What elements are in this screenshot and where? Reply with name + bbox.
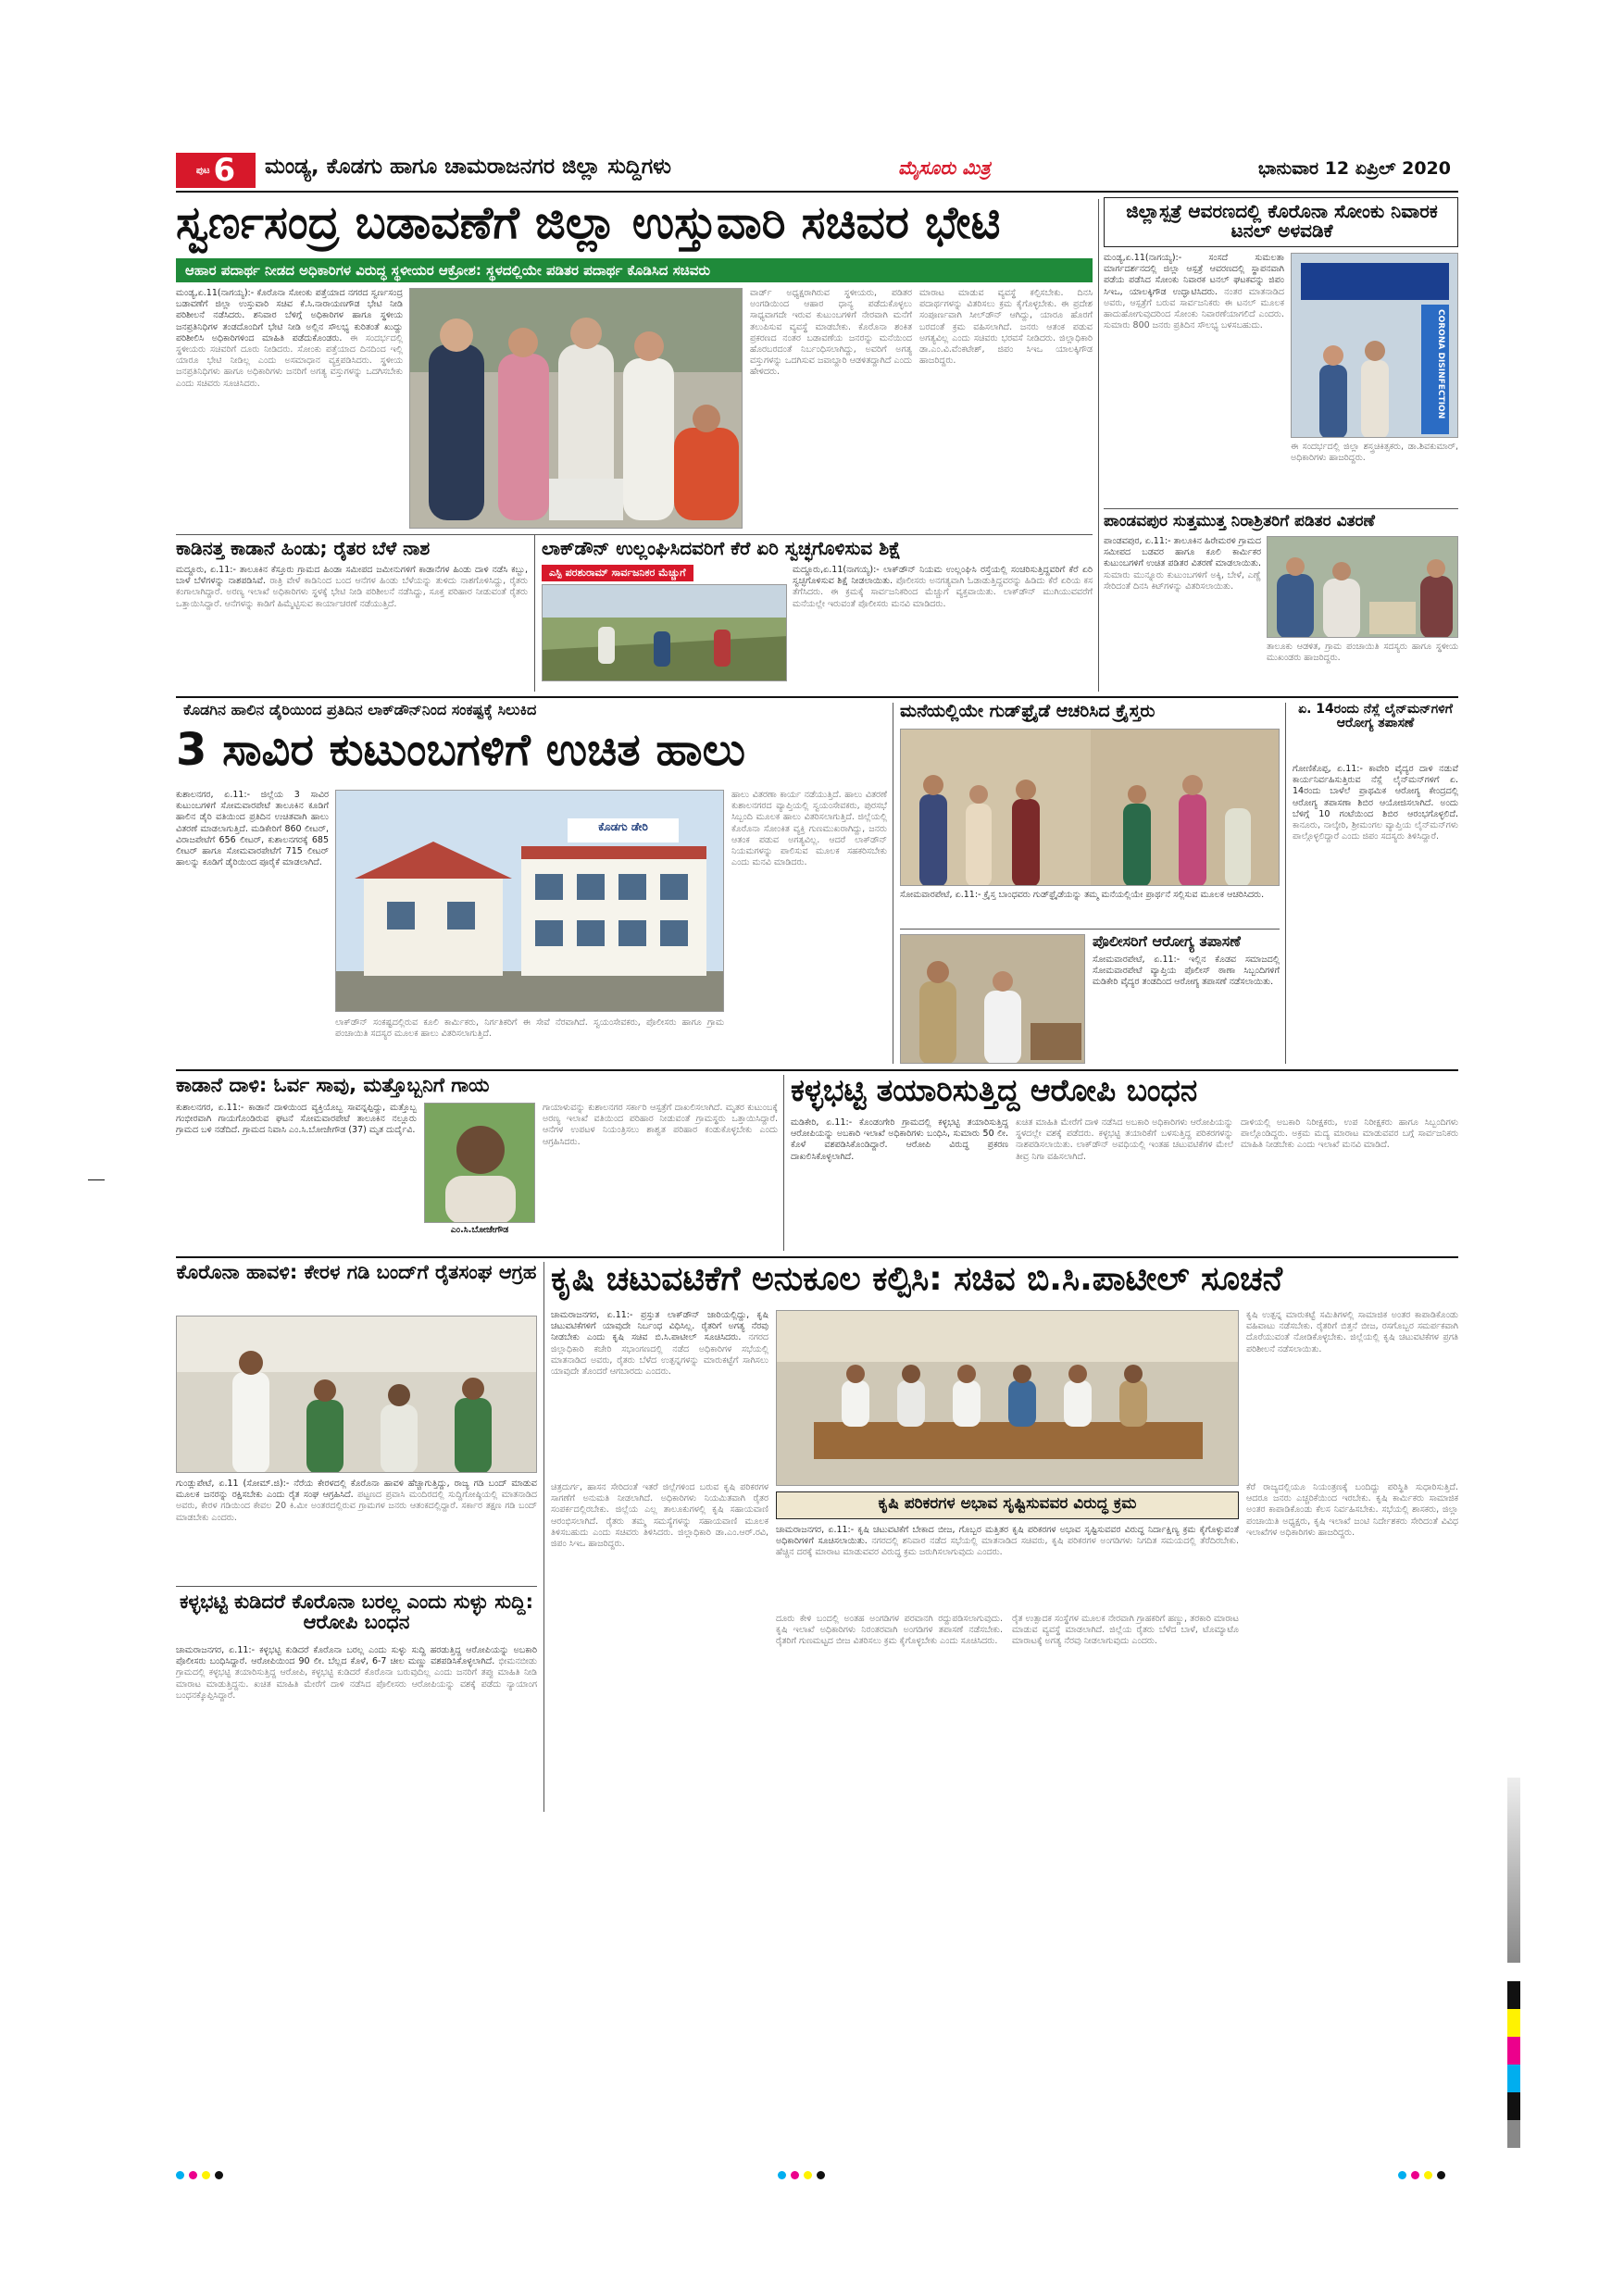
story10-filler: ಗಾಯಾಳುವನ್ನು ಕುಶಾಲನಗರ ಸರ್ಕಾರಿ ಆಸ್ಪತ್ರೆಗೆ ದಾಖಲಿಸಲಾಗಿದೆ. ಮೃತರ ಕುಟುಂಬಕ್ಕೆ ಅರಣ್ಯ ಇಲಾಖೆ ವತಿಯಿಂದ ಪರಿಹಾರ ನೀಡುವಂತೆ ಗ್ರಾಮಸ್ಥರು ಒತ್ತಾಯಿಸಿದ್ದಾರೆ. ಆನೆಗಳ ಉಪಟಳ ನಿಯಂತ್ರಿಸಲು ಶಾಶ್ವತ ಪರಿಹಾರ ಕಂಡುಕೊಳ್ಳಬೇಕು ಎಂದು ಆಗ್ರಹಿಸಿದರು. xyxy=(543,1103,778,1147)
story14-filler-2: ಕೃಷಿ ಉತ್ಪನ್ನ ಮಾರುಕಟ್ಟೆ ಸಮಿತಿಗಳಲ್ಲಿ ಸಾಮಾಜಿಕ ಅಂತರ ಕಾಪಾಡಿಕೊಂಡು ವಹಿವಾಟು ನಡೆಸಬೇಕು. ರೈತರಿಗೆ ಬಿತ್ತನೆ ಬೀಜ, ರಸಗೊಬ್ಬರ ಸಮರ್ಪಕವಾಗಿ ದೊರೆಯುವಂತೆ ನೋಡಿಕೊಳ್ಳಬೇಕು. ಜಿಲ್ಲೆಯಲ್ಲಿ ಕೃಷಿ ಚಟುವಟಿಕೆಗಳ ಪ್ರಗತಿ ಪರಿಶೀಲನೆ ನಡೆಸಲಾಯಿತು. xyxy=(1246,1310,1458,1354)
story13-filler: ಭೀಮನಬೀಡು ಗ್ರಾಮದಲ್ಲಿ ಕಳ್ಳಭಟ್ಟಿ ತಯಾರಿಸುತ್ತಿದ್ದ ಆರೋಪಿ, ಕಳ್ಳಭಟ್ಟಿ ಕುಡಿದರೆ ಕೊರೊನಾ ಬರುವುದಿಲ್ಲ ಎಂದು ಜನರಿಗೆ ತಪ್ಪು ಮಾಹಿತಿ ನೀಡಿ ಮಾರಾಟ ಮಾಡುತ್ತಿದ್ದನು. ಖಚಿತ ಮಾಹಿತಿ ಮೇರೆಗೆ ದಾಳಿ ನಡೆಸಿದ ಪೊಲೀಸರು ಆರೋಪಿಯನ್ನು ವಶಕ್ಕೆ ಪಡೆದು ನ್ಯಾಯಾಂಗ ಬಂಧನಕ್ಕೊಪ್ಪಿಸಿದ್ದಾರೆ. xyxy=(176,1656,537,1701)
story12-headline: ಕೊರೊನಾ ಹಾವಳಿ: ಕೇರಳ ಗಡಿ ಬಂದ್‌ಗೆ ರೈತಸಂಘ ಆಗ್ರಹ xyxy=(176,1261,537,1283)
story5-body xyxy=(793,565,1093,692)
story9-body xyxy=(1093,955,1280,1064)
ration-distribution-illustration xyxy=(1268,537,1458,638)
story11-body-3 xyxy=(1241,1117,1458,1251)
story10-headline: ಕಾಡಾನೆ ದಾಳಿ: ಓರ್ವ ಸಾವು, ಮತ್ತೊಬ್ಬನಿಗೆ ಗಾಯ xyxy=(176,1074,490,1096)
story12-body xyxy=(176,1479,537,1580)
column-rule xyxy=(543,1262,544,1812)
story7-headline: ಮನೆಯಲ್ಲಿಯೇ ಗುಡ್‌ಫ್ರೈಡೆ ಆಚರಿಸಿದ ಕ್ರೈಸ್ತರು xyxy=(900,701,1156,721)
page-label: ಪುಟ xyxy=(195,165,210,176)
newspaper-logo: ಮೈಸೂರು ಮಿತ್ರ xyxy=(898,156,991,179)
story10-photo xyxy=(424,1103,535,1223)
divider xyxy=(900,929,1280,930)
story3-body-2 xyxy=(1267,642,1458,692)
newspaper-page xyxy=(176,153,1458,2282)
story3-headline: ಪಾಂಡವಪುರ ಸುತ್ತಮುತ್ತ ನಿರಾಶ್ರಿತರಿಗೆ ಪಡಿತರ ವಿತರಣೆ xyxy=(1104,512,1375,530)
story15-body-2 xyxy=(776,1614,1003,1812)
story7-photo xyxy=(900,729,1280,886)
column-rule xyxy=(1285,703,1286,1064)
story3-lede: ಪಾಂಡವಪುರ, ಏ.11:- ತಾಲೂಕಿನ ಹಿರೇಮರಳಿ ಗ್ರಾಮದ ಸಮೀಪದ ಬಡವರ ಹಾಗೂ ಕೂಲಿ ಕಾರ್ಮಿಕರ ಕುಟುಂಬಗಳಿಗೆ ಉಚಿತ ಪಡಿತರ ವಿತರಣೆ ಮಾಡಲಾಯಿತು. xyxy=(1104,536,1261,569)
story3-filler: ಸುಮಾರು ಮುನ್ನೂರು ಕುಟುಂಬಗಳಿಗೆ ಅಕ್ಕಿ, ಬೇಳೆ, ಎಣ್ಣೆ ಸೇರಿದಂತೆ ದಿನಸಿ ಕಿಟ್‌ಗಳನ್ನು ವಿತರಿಸಲಾಯಿತು. xyxy=(1104,569,1261,592)
story15-filler-2: ದೂರು ಕೇಳಿ ಬಂದಲ್ಲಿ ಅಂತಹ ಅಂಗಡಿಗಳ ಪರವಾನಗಿ ರದ್ದುಪಡಿಸಲಾಗುವುದು. ಕೃಷಿ ಇಲಾಖೆ ಅಧಿಕಾರಿಗಳು ನಿರಂತರವಾಗಿ ಅಂಗಡಿಗಳ ತಪಾಸಣೆ ನಡೆಸಬೇಕು. ರೈತರಿಗೆ ಗುಣಮಟ್ಟದ ಬೀಜ ವಿತರಿಸಲು ಕ್ರಮ ಕೈಗೊಳ್ಳಬೇಕು ಎಂದು ಸೂಚಿಸಿದರು. xyxy=(776,1614,1003,1647)
story4-body xyxy=(176,565,528,692)
story6-lede: ಕುಶಾಲನಗರ, ಏ.11:- ಜಿಲ್ಲೆಯ 3 ಸಾವಿರ ಕುಟುಂಬಗಳಿಗೆ ಸೋಮವಾರಪೇಟೆ ತಾಲೂಕಿನ ಕೂಡಿಗೆ ಹಾಲಿನ ಡೈರಿ ವತಿಯಿಂದ ಪ್ರತಿದಿನ ಉಚಿತವಾಗಿ ಹಾಲು ವಿತರಣೆ ಮಾಡಲಾಗುತ್ತಿದೆ. ಮಡಿಕೇರಿಗೆ 860 ಲೀಟರ್, ವಿರಾಜಪೇಟೆಗೆ 656 ಲೀಟರ್, ಕುಶಾಲನಗರಕ್ಕೆ 685 ಲೀಟರ್ ಹಾಗೂ ಸೋಮವಾರಪೇಟೆಗೆ 715 ಲೀಟರ್ ಹಾಲನ್ನು ಕೂಡಿಗೆ ಡೈರಿಯಿಂದ ಪೂರೈಕೆ ಮಾಡಲಾಗಿದೆ. xyxy=(176,790,329,868)
story1-photo xyxy=(409,288,743,529)
story10-body-2 xyxy=(543,1103,778,1251)
section-title: ಮಂಡ್ಯ, ಕೊಡಗು ಹಾಗೂ ಚಾಮರಾಜನಗರ ಜಿಲ್ಲಾ ಸುದ್ದಿಗಳು xyxy=(265,155,671,179)
story2-headline: ಜಿಲ್ಲಾಸ್ಪತ್ರೆ ಆವರಣದಲ್ಲಿ ಕೊರೊನಾ ಸೋಂಕು ನಿವಾರಕ ಟನಲ್ ಅಳವಡಿಕೆ xyxy=(1126,200,1438,242)
gray-calibration-strip xyxy=(1507,1778,1520,1963)
story4-filler: ರಾತ್ರಿ ವೇಳೆ ಕಾಡಿನಿಂದ ಬಂದ ಆನೆಗಳ ಹಿಂಡು ಬೆಳೆಯನ್ನು ತುಳಿದು ನಾಶಗೊಳಿಸಿದ್ದು, ರೈತರು ಕಂಗಾಲಾಗಿದ್ದಾರೆ. ಅರಣ್ಯ ಇಲಾಖೆ ಅಧಿಕಾರಿಗಳು ಸ್ಥಳಕ್ಕೆ ಭೇಟಿ ನೀಡಿ ಪರಿಶೀಲನೆ ನಡೆಸಿದ್ದು, ಸೂಕ್ತ ಪರಿಹಾರ ನೀಡುವಂತೆ ರೈತರು ಒತ್ತಾಯಿಸಿದ್ದಾರೆ. ಆನೆಗಳನ್ನು ಕಾಡಿಗೆ ಹಿಮ್ಮೆಟ್ಟಿಸುವ ಕಾರ್ಯಾಚರಣೆ ನಡೆಯುತ್ತಿದೆ. xyxy=(176,576,528,609)
story11-filler-2: ದಾಳಿಯಲ್ಲಿ ಅಬಕಾರಿ ನಿರೀಕ್ಷಕರು, ಉಪ ನಿರೀಕ್ಷಕರು ಹಾಗೂ ಸಿಬ್ಬಂದಿಗಳು ಪಾಲ್ಗೊಂಡಿದ್ದರು. ಅಕ್ರಮ ಮದ್ಯ ಮಾರಾಟ ಮಾಡುವವರ ಬಗ್ಗೆ ಸಾರ್ವಜನಿಕರು ಮಾಹಿತಿ ನೀಡಬೇಕು ಎಂದು ಇಲಾಖೆ ಮನವಿ ಮಾಡಿದೆ. xyxy=(1241,1117,1458,1151)
story7-caption xyxy=(900,890,1280,925)
story15-filler: ನಗರದಲ್ಲಿ ಶನಿವಾರ ನಡೆದ ಸಭೆಯಲ್ಲಿ ಮಾತನಾಡಿದ ಸಚಿವರು, ಕೃಷಿ ಪರಿಕರಗಳ ಅಂಗಡಿಗಳು ನಿಗದಿತ ಸಮಯದಲ್ಲಿ ತೆರೆದಿರಬೇಕು. ಹೆಚ್ಚಿನ ದರಕ್ಕೆ ಮಾರಾಟ ಮಾಡುವವರ ವಿರುದ್ಧ ಕ್ರಮ ಜರುಗಿಸಲಾಗುವುದು ಎಂದರು. xyxy=(776,1536,1239,1558)
story10-body xyxy=(176,1103,417,1251)
story11-body-2 xyxy=(1016,1117,1233,1251)
tunnel-banner-text: CORONA DISINFECTION xyxy=(1436,309,1445,419)
story11-lede: ಮಡಿಕೇರಿ, ಏ.11:- ಕೊಂಡಂಗೇರಿ ಗ್ರಾಮದಲ್ಲಿ ಕಳ್ಳಭಟ್ಟಿ ತಯಾರಿಸುತ್ತಿದ್ದ ಆರೋಪಿಯನ್ನು ಅಬಕಾರಿ ಇಲಾಖೆ ಅಧಿಕಾರಿಗಳು ಬಂಧಿಸಿ, ಸುಮಾರು 50 ಲೀ. ಕೊಳೆ ವಶಪಡಿಸಿಕೊಂಡಿದ್ದಾರೆ. ಆರೋಪಿ ವಿರುದ್ಧ ಪ್ರಕರಣ ದಾಖಲಿಸಿಕೊಳ್ಳಲಾಗಿದೆ. xyxy=(791,1117,1008,1162)
divider xyxy=(1104,508,1458,509)
story6-body xyxy=(176,790,329,1040)
story1-headline: ಸ್ವರ್ಣಸಂದ್ರ ಬಡಾವಣೆಗೆ ಜಿಲ್ಲಾ ಉಸ್ತುವಾರಿ ಸಚಿವರ ಭೇಟಿ xyxy=(176,196,1001,249)
story5-filler: ಪೊಲೀಸರು ಅನಗತ್ಯವಾಗಿ ಓಡಾಡುತ್ತಿದ್ದವರನ್ನು ಹಿಡಿದು ಕೆರೆ ಏರಿಯ ಕಸ ತೆಗೆಸಿದರು. ಈ ಕ್ರಮಕ್ಕೆ ಸಾರ್ವಜನಿಕರಿಂದ ಮೆಚ್ಚುಗೆ ವ್ಯಕ್ತವಾಯಿತು. ಲಾಕ್‌ಡೌನ್ ಮುಗಿಯುವವರೆಗೆ ಮನೆಯಲ್ಲೇ ಇರುವಂತೆ ಪೊಲೀಸರು ಮನವಿ ಮಾಡಿದರು. xyxy=(793,576,1093,609)
story14-body xyxy=(551,1310,768,1477)
margin-tick xyxy=(88,1179,105,1180)
police-checkup-illustration xyxy=(901,935,1085,1064)
lake-cleaning-illustration xyxy=(543,585,787,681)
story15-filler-3: ರೈತ ಉತ್ಪಾದಕ ಸಂಸ್ಥೆಗಳ ಮೂಲಕ ನೇರವಾಗಿ ಗ್ರಾಹಕರಿಗೆ ಹಣ್ಣು, ತರಕಾರಿ ಮಾರಾಟ ಮಾಡುವ ವ್ಯವಸ್ಥೆ ಮಾಡಲಾಗಿದೆ. ಜಿಲ್ಲೆಯ ರೈತರು ಬೆಳೆದ ಬಾಳೆ, ಟೊಮ್ಯಾಟೊ ಮಾರಾಟಕ್ಕೆ ಅಗತ್ಯ ನೆರವು ನೀಡಲಾಗುವುದು ಎಂದರು. xyxy=(1012,1614,1239,1647)
story14-filler-4: ಕೆರೆ ರಾಜ್ಯದಲ್ಲಿಯೂ ನಿಯಂತ್ರಣಕ್ಕೆ ಬಂದಿದ್ದು ಪರಿಸ್ಥಿತಿ ಸುಧಾರಿಸುತ್ತಿದೆ. ಆದರೂ ಜನರು ಎಚ್ಚರಿಕೆಯಿಂದ ಇರಬೇಕು. ಕೃಷಿ ಕಾರ್ಮಿಕರು ಸಾಮಾಜಿಕ ಅಂತರ ಕಾಪಾಡಿಕೊಂಡು ಕೆಲಸ ನಿರ್ವಹಿಸಬೇಕು. ಸಭೆಯಲ್ಲಿ ಶಾಸಕರು, ಜಿಲ್ಲಾ ಪಂಚಾಯಿತಿ ಅಧ್ಯಕ್ಷರು, ಕೃಷಿ ಇಲಾಖೆ ಜಂಟಿ ನಿರ್ದೇಶಕರು ಸೇರಿದಂತೆ ವಿವಿಧ ಇಲಾಖೆಗಳ ಅಧಿಕಾರಿಗಳು ಹಾಜರಿದ್ದರು. xyxy=(1246,1482,1458,1538)
story2-lede: ಮಂಡ್ಯ,ಏ.11(ನಾಗಯ್ಯ):- ಸಂಸದೆ ಸುಮಲತಾ ಮಾರ್ಗದರ್ಶನದಲ್ಲಿ ಜಿಲ್ಲಾ ಆಸ್ಪತ್ರೆ ಆವರಣದಲ್ಲಿ ಸ್ಥಾಪನವಾಗಿ ಪಡೆಯ ಪಡೆಸಿದ ಸೋಂಕು ನಿವಾರಕ ಟನಲ್ ಘಟಕವನ್ನು ಜಿಪಂ ಸಿಇಒ, ಯಾಲಕ್ಕಿಗೌಡ ಉದ್ಘಾಟಿಸಿದರು. xyxy=(1104,253,1284,297)
story13-body xyxy=(176,1645,537,1812)
story1-filler-2: ವಾರ್ಡ್ ಅಧ್ಯಕ್ಷರಾಗಿರುವ ಸ್ಥಳೀಯರು, ಪಡಿತರ ಅಂಗಡಿಯಿಂದ ಆಹಾರ ಧಾನ್ಯ ಪಡೆದುಕೊಳ್ಳಲು ಸಾಧ್ಯವಾಗದೇ ಇರುವ ಕುಟುಂಬಗಳಿಗೆ ನೇರವಾಗಿ ಮನೆಗೆ ತಲುಪಿಸುವ ವ್ಯವಸ್ಥೆ ಮಾಡಬೇಕು. ಕೊರೊನಾ ಶಂಕಿತ ಪ್ರಕರಣದ ನಂತರ ಬಡಾವಣೆಯ ಜನರನ್ನು ಮನೆಯಿಂದ ಹೊರಬರದಂತೆ ನಿರ್ಬಂಧಿಸಲಾಗಿದ್ದು, ಅವರಿಗೆ ಅಗತ್ಯ ವಸ್ತುಗಳನ್ನು ಒದಗಿಸುವ ಜವಾಬ್ದಾರಿ ಆಡಳಿತದ್ದಾಗಿದೆ ಎಂದು ಹೇಳಿದರು. xyxy=(750,288,912,378)
story2-body-2 xyxy=(1291,442,1458,503)
section-rule xyxy=(176,1069,1458,1071)
story6-filler-2: ಹಾಲು ವಿತರಣಾ ಕಾರ್ಯ ನಡೆಯುತ್ತಿದೆ. ಹಾಲು ವಿತರಣೆ ಕುಶಾಲನಗರದ ವ್ಯಾಪ್ತಿಯಲ್ಲಿ ಸ್ವಯಂಸೇವಕರು, ಪುರಸಭೆ ಸಿಬ್ಬಂದಿ ಮೂಲಕ ಹಾಲು ವಿತರಿಸಲಾಗುತ್ತಿದೆ. ಜಿಲ್ಲೆಯಲ್ಲಿ ಕೊರೊನಾ ಸೋಂಕಿತ ವ್ಯಕ್ತಿ ಗುಣಮುಖರಾಗಿದ್ದು, ಜನರು ಆತಂಕ ಪಡುವ ಅಗತ್ಯವಿಲ್ಲ. ಆದರೆ ಲಾಕ್‌ಡೌನ್ ನಿಯಮಗಳನ್ನು ಪಾಲಿಸುವ ಮೂಲಕ ಸಹಕರಿಸಬೇಕು ಎಂದು ಮನವಿ ಮಾಡಿದರು. xyxy=(731,790,887,868)
story15-body xyxy=(776,1525,1239,1608)
issue-date: ಭಾನುವಾರ 12 ಏಪ್ರಿಲ್ 2020 xyxy=(1257,158,1451,179)
page-number-box xyxy=(176,153,256,188)
story4-lede: ಮದ್ದೂರು, ಏ.11:- ತಾಲೂಕಿನ ಕೆಸ್ತೂರು ಗ್ರಾಮದ ಹಿಂಡಾ ಸಮೀಪದ ಜಮೀನುಗಳಿಗೆ ಕಾಡಾನೆಗಳ ಹಿಂಡು ದಾಳಿ ನಡೆಸಿ ಕಬ್ಬು, ಬಾಳೆ ಬೆಳೆಗಳನ್ನು ನಾಶಪಡಿಸಿವೆ. xyxy=(176,565,528,587)
story1-body-col4 xyxy=(919,288,1093,529)
section-rule xyxy=(176,1256,1458,1258)
story14-photo xyxy=(776,1310,1239,1486)
story12-lede: ಗುಂಡ್ಲುಪೇಟೆ, ಏ.11 (ಸೋಮ್.ಜಿ):- ನೆರೆಯ ಕೇರಳದಲ್ಲಿ ಕೊರೊನಾ ಹಾವಳಿ ಹೆಚ್ಚಾಗುತ್ತಿದ್ದು, ರಾಜ್ಯ ಗಡಿ ಬಂದ್ ಮಾಡುವ ಮೂಲಕ ಜನರನ್ನು ರಕ್ಷಿಸಬೇಕು ಎಂದು ರೈತ ಸಂಘ ಆಗ್ರಹಿಸಿದೆ. xyxy=(176,1479,537,1501)
story14-body-2 xyxy=(1246,1310,1458,1477)
story10-lede: ಕುಶಾಲನಗರ, ಏ.11:- ಕಾಡಾನೆ ದಾಳಿಯಿಂದ ವ್ಯಕ್ತಿಯೊಬ್ಬ ಸಾವನ್ನಪ್ಪಿದ್ದು, ಮತ್ತೊಬ್ಬ ಗಂಭೀರವಾಗಿ ಗಾಯಗೊಂಡಿರುವ ಘಟನೆ ಸೋಮವಾರಪೇಟೆ ತಾಲೂಕಿನ ನಲ್ಲೂರು ಗ್ರಾಮದ ಬಳಿ ನಡೆದಿದೆ. ಗ್ರಾಮದ ನಿವಾಸಿ ಎಂ.ಸಿ.ಬೋಜೇಗೌಡ (37) ಮೃತ ದುರ್ದೈವಿ. xyxy=(176,1103,417,1136)
story14-body-3 xyxy=(551,1482,768,1812)
story13-headline: ಕಳ್ಳಭಟ್ಟಿ ಕುಡಿದರೆ ಕೊರೊನಾ ಬರಲ್ಲ ಎಂದು ಸುಳ್ಳು ಸುದ್ದಿ: ಆರೋಪಿ ಬಂಧನ xyxy=(179,1591,533,1634)
story8-lede: ಗೋಣಿಕೊಪ್ಪ, ಏ.11:- ಕಾವೇರಿ ವೈದ್ಯರ ದಾಳಿ ನಡುವೆ ಕಾರ್ಯನಿರ್ವಹಿಸುತ್ತಿರುವ ನೆಸ್ಲೆ ಲೈನ್‌ಮನ್‌ಗಳಿಗೆ ಏ. 14ರಂದು ಬಾಳೆಲೆ ಪ್ರಾಥಮಿಕ ಆರೋಗ್ಯ ಕೇಂದ್ರದಲ್ಲಿ ಆರೋಗ್ಯ ತಪಾಸಣಾ ಶಿಬಿರ ಆಯೋಜಿಸಲಾಗಿದೆ. ಅಂದು ಬೆಳಿಗ್ಗೆ 10 ಗಂಟೆಯಿಂದ ಶಿಬಿರ ಆರಂಭಗೊಳ್ಳಲಿದೆ. xyxy=(1293,764,1458,819)
story14-filler-3: ಚಿತ್ರದುರ್ಗ, ಹಾಸನ ಸೇರಿದಂತೆ ಇತರೆ ಜಿಲ್ಲೆಗಳಿಂದ ಬರುವ ಕೃಷಿ ಪರಿಕರಗಳ ಸಾಗಣೆಗೆ ಅನುಮತಿ ನೀಡಲಾಗಿದೆ. ಅಧಿಕಾರಿಗಳು ನಿಯಮಿತವಾಗಿ ರೈತರ ಸಂಪರ್ಕದಲ್ಲಿರಬೇಕು. ಜಿಲ್ಲೆಯ ಎಲ್ಲ ತಾಲೂಕುಗಳಲ್ಲಿ ಕೃಷಿ ಸಹಾಯವಾಣಿ ಆರಂಭಿಸಲಾಗಿದೆ. ರೈತರು ತಮ್ಮ ಸಮಸ್ಯೆಗಳನ್ನು ಸಹಾಯವಾಣಿ ಮೂಲಕ ತಿಳಿಸಬಹುದು ಎಂದು ಸಚಿವರು ತಿಳಿಸಿದರು. ಜಿಲ್ಲಾಧಿಕಾರಿ ಡಾ.ಎಂ.ಆರ್.ರವಿ, ಜಿಪಂ ಸಿಇಒ ಹಾಜರಿದ್ದರು. xyxy=(551,1482,768,1550)
story9-photo xyxy=(900,934,1085,1064)
column-rule xyxy=(534,534,535,692)
page-number: 6 xyxy=(213,152,236,189)
story14-lede: ಚಾಮರಾಜನಗರ, ಏ.11:- ಪ್ರಸ್ತುತ ಲಾಕ್‌ಡೌನ್ ಜಾರಿಯಲ್ಲಿದ್ದು, ಕೃಷಿ ಚಟುವಟಿಕೆಗಳಿಗೆ ಯಾವುದೇ ನಿರ್ಬಂಧ ವಿಧಿಸಿಲ್ಲ. ರೈತರಿಗೆ ಅಗತ್ಯ ನೆರವು ನೀಡಬೇಕು ಎಂದು ಕೃಷಿ ಸಚಿವ ಬಿ.ಸಿ.ಪಾಟೀಲ್ ಸೂಚಿಸಿದರು. xyxy=(551,1310,768,1343)
story6-body-3 xyxy=(731,790,887,1064)
story14-headline: ಕೃಷಿ ಚಟುವಟಿಕೆಗೆ ಅನುಕೂಲ ಕಲ್ಪಿಸಿ: ಸಚಿವ ಬಿ.ಸಿ.ಪಾಟೀಲ್ ಸೂಚನೆ xyxy=(551,1260,1283,1298)
story8-headline: ಏ. 14ರಂದು ನೆಸ್ಲೆ ಲೈನ್‌ಮನ್‌ಗಳಿಗೆ ಆರೋಗ್ಯ ತಪಾಸಣೆ xyxy=(1298,702,1453,730)
story1-body-col3 xyxy=(750,288,912,529)
dairy-sign: ಕೊಡಗು ಡೇರಿ xyxy=(598,820,648,833)
divider xyxy=(176,1586,537,1587)
story1-lede: ಮಂಡ್ಯ,ಏ.11(ನಾಗಯ್ಯ):- ಕೊರೊನಾ ಸೋಂಕು ಪತ್ತೆಯಾದ ನಗರದ ಸ್ವರ್ಣಸಂದ್ರ ಬಡಾವಣೆಗೆ ಜಿಲ್ಲಾ ಉಸ್ತುವಾರಿ ಸಚಿವ ಕೆ.ಸಿ.ನಾರಾಯಣಗೌಡ ಭೇಟಿ ನೀಡಿ ಪರಿಶೀಲನೆ ನಡೆಸಿದರು. ಶನಿವಾರ ಬೆಳಿಗ್ಗೆ ಅಧಿಕಾರಿಗಳ ಹಾಗೂ ಸ್ಥಳೀಯ ಜನಪ್ರತಿನಿಧಿಗಳ ತಂಡದೊಂದಿಗೆ ಭೇಟಿ ನೀಡಿ ಅಲ್ಲಿನ ಸೌಲಭ್ಯ ಕುರಿತಂತೆ ಖುದ್ದು ಪರಿಶೀಲಿಸಿ ಅಧಿಕಾರಿಗಳಿಂದ ಮಾಹಿತಿ ಪಡೆದುಕೊಂಡರು. xyxy=(176,288,403,343)
registration-dots xyxy=(1398,2171,1445,2179)
story7-caption-text: ಸೋಮವಾರಪೇಟೆ, ಏ.11:- ಕ್ರೈಸ್ತ ಬಾಂಧವರು ಗುಡ್‌ಫ್ರೈಡೆಯನ್ನು ತಮ್ಮ ಮನೆಯಲ್ಲಿಯೇ ಪ್ರಾರ್ಥನೆ ಸಲ್ಲಿಸುವ ಮೂಲಕ ಆಚರಿಸಿದರು. xyxy=(900,890,1265,900)
story9-headline: ಪೊಲೀಸರಿಗೆ ಆರೋಗ್ಯ ತಪಾಸಣೆ xyxy=(1093,932,1241,950)
story12-photo xyxy=(176,1316,537,1473)
story3-body xyxy=(1104,536,1261,692)
column-rule xyxy=(1098,199,1099,692)
story5-lede: ಮದ್ದೂರು,ಏ.11(ನಾಗಯ್ಯ):- ಲಾಕ್‌ಡೌನ್ ನಿಯಮ ಉಲ್ಲಂಘಿಸಿ ರಸ್ತೆಯಲ್ಲಿ ಸಂಚರಿಸುತ್ತಿದ್ದವರಿಗೆ ಕೆರೆ ಏರಿ ಸ್ವಚ್ಛಗೊಳಿಸುವ ಶಿಕ್ಷೆ ನೀಡಲಾಯಿತು. xyxy=(793,565,1093,587)
good-friday-illustration xyxy=(901,730,1280,886)
masthead-rule xyxy=(176,191,1458,193)
story5-headline: ಲಾಕ್‌ಡೌನ್ ಉಲ್ಲಂಘಿಸಿದವರಿಗೆ ಕೆರೆ ಏರಿ ಸ್ವಚ್ಛಗೊಳಿಸುವ ಶಿಕ್ಷೆ xyxy=(542,537,902,559)
story11-body xyxy=(791,1117,1008,1251)
story9-lede: ಸೋಮವಾರಪೇಟೆ, ಏ.11:- ಇಲ್ಲಿನ ಕೊಡವ ಸಮಾಜದಲ್ಲಿ ಸೋಮವಾರಪೇಟೆ ವ್ಯಾಪ್ತಿಯ ಪೊಲೀಸ್ ಠಾಣಾ ಸಿಬ್ಬಂದಿಗಳಿಗೆ ಮಡಿಕೇರಿ ವೈದ್ಯರ ತಂಡದಿಂದ ಆರೋಗ್ಯ ತಪಾಸಣೆ ನಡೆಸಲಾಯಿತು. xyxy=(1093,955,1280,988)
story15-headline: ಕೃಷಿ ಪರಿಕರಗಳ ಅಭಾವ ಸೃಷ್ಟಿಸುವವರ ವಿರುದ್ಧ ಕ್ರಮ xyxy=(878,1494,1137,1513)
story13-lede: ಚಾಮರಾಜನಗರ, ಏ.11:- ಕಳ್ಳಭಟ್ಟಿ ಕುಡಿದರೆ ಕೊರೊನಾ ಬರಲ್ಲ ಎಂದು ಸುಳ್ಳು ಸುದ್ದಿ ಹರಡುತ್ತಿದ್ದ ಆರೋಪಿಯನ್ನು ಅಬಕಾರಿ ಪೊಲೀಸರು ಬಂಧಿಸಿದ್ದಾರೆ. ಆರೋಪಿಯಿಂದ 90 ಲೀ. ಬೆಲ್ಲದ ಕೊಳೆ, 6-7 ಚೀಲ ಮಣ್ಣು ವಶಪಡಿಸಿಕೊಳ್ಳಲಾಗಿದೆ. xyxy=(176,1645,537,1667)
story15-body-3 xyxy=(1012,1614,1239,1812)
story3-photo xyxy=(1267,536,1458,638)
divider xyxy=(176,534,1093,535)
story8-body xyxy=(1293,764,1458,1064)
farmers-meeting-illustration xyxy=(177,1316,537,1473)
meeting-hall-illustration xyxy=(777,1311,1239,1486)
column-rule xyxy=(783,1075,784,1251)
story11-headline: ಕಳ್ಳಭಟ್ಟಿ ತಯಾರಿಸುತ್ತಿದ್ದ ಆರೋಪಿ ಬಂಧನ xyxy=(791,1072,1198,1108)
story14-body-4 xyxy=(1246,1482,1458,1812)
story5-photo xyxy=(542,584,787,681)
story15-lede: ಚಾಮರಾಜನಗರ, ಏ.11:- ಕೃಷಿ ಚಟುವಟಿಕೆಗೆ ಬೇಕಾದ ಬೀಜ, ಗೊಬ್ಬರ ಮತ್ತಿತರ ಕೃಷಿ ಪರಿಕರಗಳ ಅಭಾವ ಸೃಷ್ಟಿಸುವವರ ವಿರುದ್ಧ ನಿರ್ದಾಕ್ಷಿಣ್ಯ ಕ್ರಮ ಕೈಗೊಳ್ಳುವಂತೆ ಅಧಿಕಾರಿಗಳಿಗೆ ಸೂಚಿಸಲಾಯಿತು. xyxy=(776,1525,1239,1547)
portrait-illustration xyxy=(425,1104,535,1223)
story6-headline: 3 ಸಾವಿರ ಕುಟುಂಬಗಳಿಗೆ ಉಚಿತ ಹಾಲು xyxy=(176,724,745,776)
color-calibration-strip xyxy=(1507,1981,1520,2148)
registration-dots xyxy=(778,2171,825,2179)
story6-kicker: ಕೊಡಗಿನ ಹಾಲಿನ ಡೈರಿಯಿಂದ ಪ್ರತಿದಿನ ಲಾಕ್‌ಡೌನ್‌ನಿಂದ ಸಂಕಷ್ಟಕ್ಕೆ ಸಿಲುಕಿದ xyxy=(183,701,537,718)
story1-subhead: ಆಹಾರ ಪದಾರ್ಥ ನೀಡದ ಅಧಿಕಾರಿಗಳ ವಿರುದ್ಧ ಸ್ಥಳೀಯರ ಆಕ್ರೋಶ: ಸ್ಥಳದಲ್ಲಿಯೇ ಪಡಿತರ ಪದಾರ್ಥ ಕೊಡಿಸಿದ ಸಚಿವರು xyxy=(176,258,1093,282)
registration-dots xyxy=(176,2171,223,2179)
story6-body-2 xyxy=(335,1017,724,1064)
story5-tag: ಎಸ್ಪಿ ಪರಶುರಾಮ್ ಸಾರ್ವಜನಿಕರ ಮೆಚ್ಚುಗೆ xyxy=(542,565,693,581)
story2-body xyxy=(1104,253,1284,503)
story12-filler: ಪಟ್ಟಣದ ಪ್ರವಾಸಿ ಮಂದಿರದಲ್ಲಿ ಸುದ್ದಿಗೋಷ್ಠಿಯಲ್ಲಿ ಮಾತನಾಡಿದ ಅವರು, ಕೇರಳ ಗಡಿಯಿಂದ ಕೇವಲ 20 ಕಿ.ಮೀ ಅಂತರದಲ್ಲಿರುವ ಗ್ರಾಮಗಳ ಜನರು ಆತಂಕದಲ್ಲಿದ್ದಾರೆ. ಸರ್ಕಾರ ತಕ್ಷಣ ಗಡಿ ಬಂದ್ ಮಾಡಬೇಕು ಎಂದರು. xyxy=(176,1490,537,1523)
story2-photo xyxy=(1291,253,1458,438)
section-rule xyxy=(176,696,1458,698)
story8-filler: ಕಾನೂರು, ನಾಲ್ಕೇರಿ, ಶ್ರೀಮಂಗಲ ವ್ಯಾಪ್ತಿಯ ಲೈನ್‌ಮನ್‌ಗಳು ಪಾಲ್ಗೊಳ್ಳಲಿದ್ದಾರೆ ಎಂದು ಜಿಪಂ ಸದಸ್ಯರು ತಿಳಿಸಿದ್ದಾರೆ. xyxy=(1293,820,1458,842)
story6-filler: ಲಾಕ್‌ಡೌನ್ ಸಂಕಷ್ಟದಲ್ಲಿರುವ ಕೂಲಿ ಕಾರ್ಮಿಕರು, ನಿರ್ಗತಿಕರಿಗೆ ಈ ಸೇವೆ ನೆರವಾಗಿದೆ. ಸ್ವಯಂಸೇವಕರು, ಪೊಲೀಸರು ಹಾಗೂ ಗ್ರಾಮ ಪಂಚಾಯಿತಿ ಸದಸ್ಯರ ಮೂಲಕ ಹಾಲು ವಿತರಿಸಲಾಗುತ್ತಿದೆ. xyxy=(335,1017,724,1040)
story2-filler-2: ಈ ಸಂದರ್ಭದಲ್ಲಿ ಜಿಲ್ಲಾ ಶಸ್ತ್ರಚಿಕಿತ್ಸಕರು, ಡಾ.ಶಿವಕುಮಾರ್, ಅಧಿಕಾರಿಗಳು ಹಾಜರಿದ್ದರು. xyxy=(1291,442,1458,464)
story3-filler-2: ತಾಲೂಕು ಆಡಳಿತ, ಗ್ರಾಮ ಪಂಚಾಯಿತಿ ಸದಸ್ಯರು ಹಾಗೂ ಸ್ಥಳೀಯ ಮುಖಂಡರು ಹಾಜರಿದ್ದರು. xyxy=(1267,642,1458,664)
story1-filler-3: ಮಾರಾಟ ಮಾಡುವ ವ್ಯವಸ್ಥೆ ಕಲ್ಪಿಸಬೇಕು. ದಿನಸಿ ಪದಾರ್ಥಗಳನ್ನು ವಿತರಿಸಲು ಕ್ರಮ ಕೈಗೊಳ್ಳಬೇಕು. ಈ ಪ್ರದೇಶ ಸಂಪೂರ್ಣವಾಗಿ ಸೀಲ್‌ಡೌನ್ ಆಗಿದ್ದು, ಯಾರೂ ಹೊರಗೆ ಬರದಂತೆ ಕ್ರಮ ವಹಿಸಲಾಗಿದೆ. ಜನರು ಆತಂಕ ಪಡುವ ಅಗತ್ಯವಿಲ್ಲ ಎಂದು ಸಚಿವರು ಭರವಸೆ ನೀಡಿದರು. ಜಿಲ್ಲಾಧಿಕಾರಿ ಡಾ.ಎಂ.ವಿ.ವೆಂಕಟೇಶ್, ಜಿಪಂ ಸಿಇಒ ಯಾಲಕ್ಕಿಗೌಡ ಹಾಜರಿದ್ದರು. xyxy=(919,288,1093,367)
story1-filler: ಈ ಸಂದರ್ಭದಲ್ಲಿ ಸ್ಥಳೀಯರು ಸಚಿವರಿಗೆ ದೂರು ನೀಡಿದರು. ಸೋಂಕು ಪತ್ತೆಯಾದ ದಿನದಿಂದ ಇಲ್ಲಿ ಯಾರೂ ಭೇಟಿ ನೀಡಿಲ್ಲ ಎಂದು ಅಸಮಾಧಾನ ವ್ಯಕ್ತಪಡಿಸಿದರು. ಸ್ಥಳೀಯ ಜನಪ್ರತಿನಿಧಿಗಳು ಹಾಗೂ ಅಧಿಕಾರಿಗಳು ಜನರಿಗೆ ಅಗತ್ಯ ವಸ್ತುಗಳನ್ನು ಒದಗಿಸಬೇಕು ಎಂದು ಸಚಿವರು ಸೂಚಿಸಿದರು. xyxy=(176,332,403,389)
minister-visit-illustration xyxy=(410,289,743,529)
story6-photo xyxy=(335,790,724,1012)
story2-filler: ನಂತರ ಮಾತನಾಡಿದ ಅವರು, ಆಸ್ಪತ್ರೆಗೆ ಬರುವ ಸಾರ್ವಜನಿಕರು ಈ ಟನಲ್ ಮೂಲಕ ಹಾದುಹೋಗುವುದರಿಂದ ಸೋಂಕು ನಿವಾರಣೆಯಾಗಲಿದೆ ಎಂದರು. ಸುಮಾರು 800 ಜನರು ಪ್ರತಿದಿನ ಸೌಲಭ್ಯ ಬಳಸಬಹುದು. xyxy=(1104,286,1284,331)
story14-filler: ನಗರದ ಜಿಲ್ಲಾಧಿಕಾರಿ ಕಚೇರಿ ಸಭಾಂಗಣದಲ್ಲಿ ನಡೆದ ಅಧಿಕಾರಿಗಳ ಸಭೆಯಲ್ಲಿ ಮಾತನಾಡಿದ ಅವರು, ರೈತರು ಬೆಳೆದ ಉತ್ಪನ್ನಗಳನ್ನು ಮಾರುಕಟ್ಟೆಗೆ ಸಾಗಿಸಲು ಯಾವುದೇ ತೊಂದರೆ ಆಗಬಾರದು ಎಂದರು. xyxy=(551,1332,768,1378)
story1-body xyxy=(176,288,403,529)
story11-filler: ಖಚಿತ ಮಾಹಿತಿ ಮೇರೆಗೆ ದಾಳಿ ನಡೆಸಿದ ಅಬಕಾರಿ ಅಧಿಕಾರಿಗಳು ಆರೋಪಿಯನ್ನು ಸ್ಥಳದಲ್ಲೇ ವಶಕ್ಕೆ ಪಡೆದರು. ಕಳ್ಳಭಟ್ಟಿ ತಯಾರಿಕೆಗೆ ಬಳಸುತ್ತಿದ್ದ ಪರಿಕರಗಳನ್ನು ನಾಶಪಡಿಸಲಾಯಿತು. ಲಾಕ್‌ಡೌನ್ ಅವಧಿಯಲ್ಲಿ ಇಂತಹ ಚಟುವಟಿಕೆಗಳ ಮೇಲೆ ತೀವ್ರ ನಿಗಾ ವಹಿಸಲಾಗಿದೆ. xyxy=(1016,1117,1233,1162)
story10-caption: ಎಂ.ಸಿ.ಬೋಜೇಗೌಡ xyxy=(450,1225,509,1235)
story4-headline: ಕಾಡಿನತ್ತ ಕಾಡಾನೆ ಹಿಂಡು; ರೈತರ ಬೆಳೆ ನಾಶ xyxy=(176,537,431,559)
